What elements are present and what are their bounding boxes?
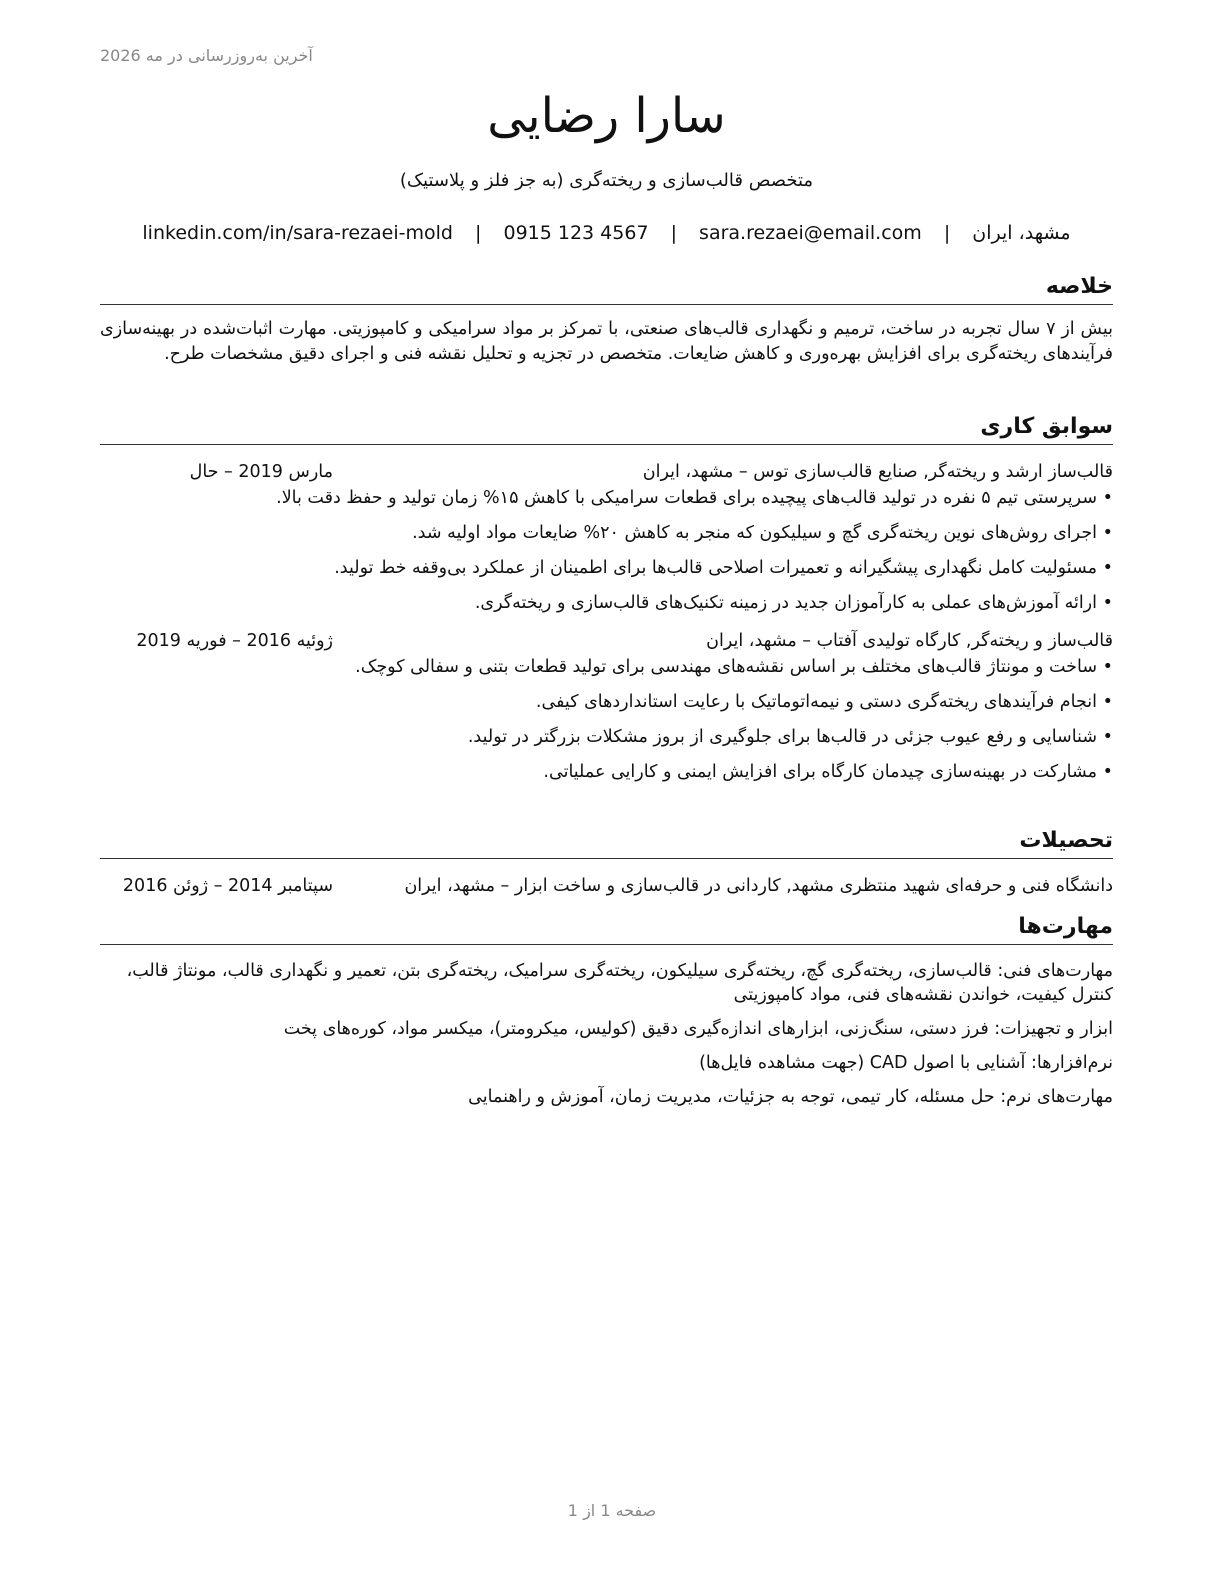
- job-bullets: [100, 654, 1113, 785]
- list-item: [100, 689, 1113, 715]
- skills-section: [100, 912, 1113, 1119]
- job-title: قالب‌ساز ارشد و ریخته‌گر, صنایع قالب‌سازی توس – مشهد، ایران: [642, 462, 1113, 482]
- summary-text: بیش از ۷ سال تجربه در ساخت، ترمیم و نگهداری قالب‌های صنعتی، با تمرکز بر مواد سرامیکی و کامپوزیتی. مهارت اثبات‌شده در بهینه‌سازی فرآیندهای ریخته‌گری برای افزایش بهره‌وری و کاهش ضایعات. متخصص در تجزیه و تحلیل نقشه فنی و اجرای دقیق مشخصات طرح.: [100, 319, 1113, 364]
- bullet-text: ساخت و مونتاژ قالب‌های مختلف بر اساس نقشه‌های مهندسی برای تولید قطعات بتنی و سفالی کوچک.: [355, 657, 1097, 677]
- job-header: [100, 459, 1113, 485]
- education-section: [100, 826, 1113, 899]
- skill-line-tools: ابزار و تجهیزات: فرز دستی، سنگ‌زنی، ابزارهای اندازه‌گیری دقیق (کولیس، میکرومتر)، میکسر مواد، کوره‌های پخت: [283, 1019, 1113, 1039]
- job-bullets: [100, 485, 1113, 616]
- contact-linkedin[interactable]: linkedin.com/in/sara-rezaei-mold: [142, 222, 453, 244]
- education-entry: [100, 873, 1113, 899]
- job-title: قالب‌ساز و ریخته‌گر, کارگاه تولیدی آفتاب – مشهد، ایران: [706, 631, 1113, 651]
- page-number: صفحه 1 از 1: [567, 1501, 657, 1520]
- skill-line-software: نرم‌افزارها: آشنایی با اصول CAD (جهت مشاهده فایل‌ها): [699, 1053, 1113, 1073]
- bullet-text: ارائه آموزش‌های عملی به کارآموزان جدید در زمینه تکنیک‌های قالب‌سازی و ریخته‌گری.: [474, 593, 1097, 613]
- job-entry: [100, 628, 1113, 785]
- list-item: [100, 555, 1113, 581]
- bullet-icon: •: [1102, 727, 1113, 747]
- experience-heading: سوابق کاری: [100, 412, 1113, 445]
- candidate-name: سارا رضایی: [487, 88, 726, 144]
- contact-email[interactable]: sara.rezaei@email.com: [699, 222, 922, 244]
- contact-phone[interactable]: 0915 123 4567: [503, 222, 649, 244]
- job-entry: [100, 459, 1113, 616]
- list-item: [100, 654, 1113, 680]
- skill-line-technical: مهارت‌های فنی: قالب‌سازی، ریخته‌گری گچ، ریخته‌گری سیلیکون، ریخته‌گری سرامیک، ریخته‌گری بتن، تعمیر و نگهداری قالب، مونتاژ قالب، کنترل کیفیت، خواندن نقشه‌های فنی، مواد کامپوزیتی: [126, 961, 1113, 1005]
- list-item: [100, 590, 1113, 616]
- summary-heading: خلاصه: [100, 272, 1113, 305]
- summary-section: [100, 272, 1113, 367]
- contact-separator: |: [943, 222, 951, 244]
- last-updated-note: آخرین به‌روزرسانی در مه 2026: [100, 46, 313, 65]
- bullet-icon: •: [1102, 657, 1113, 677]
- bullet-icon: •: [1102, 762, 1113, 782]
- job-date: مارس 2019 – حال: [189, 462, 333, 482]
- bullet-icon: •: [1102, 558, 1113, 578]
- candidate-subtitle: متخصص قالب‌سازی و ریخته‌گری (به جز فلز و پلاستیک): [399, 170, 814, 191]
- education-heading: تحصیلات: [100, 826, 1113, 859]
- bullet-text: مشارکت در بهینه‌سازی چیدمان کارگاه برای افزایش ایمنی و کارایی عملیاتی.: [543, 762, 1097, 782]
- list-item: [100, 724, 1113, 750]
- bullet-text: مسئولیت کامل نگهداری پیشگیرانه و تعمیرات اصلاحی قالب‌ها برای اطمینان از عملکرد بی‌وقفه خط تولید.: [334, 558, 1097, 578]
- list-item: [100, 520, 1113, 546]
- contact-location: مشهد، ایران: [972, 222, 1071, 244]
- skills-heading: مهارت‌ها: [100, 912, 1113, 945]
- bullet-icon: •: [1102, 593, 1113, 613]
- resume-page: [100, 0, 1113, 1584]
- contact-separator: |: [670, 222, 677, 244]
- job-date: ژوئیه 2016 – فوریه 2019: [136, 631, 333, 651]
- bullet-text: سرپرستی تیم ۵ نفره در تولید قالب‌های پیچیده برای قطعات سرامیکی با کاهش ۱۵% زمان تولید و حفظ دقت بالا.: [276, 488, 1097, 508]
- list-item: [100, 485, 1113, 511]
- contact-separator: |: [475, 222, 482, 244]
- bullet-icon: •: [1102, 488, 1113, 508]
- skill-line-soft: مهارت‌های نرم: حل مسئله، کار تیمی، توجه به جزئیات، مدیریت زمان، آموزش و راهنمایی: [468, 1087, 1113, 1107]
- skills-list: [100, 959, 1113, 1109]
- education-date: سپتامبر 2014 – ژوئن 2016: [122, 876, 333, 896]
- bullet-text: شناسایی و رفع عیوب جزئی در قالب‌ها برای جلوگیری از بروز مشکلات بزرگتر در تولید.: [467, 727, 1097, 747]
- bullet-text: اجرای روش‌های نوین ریخته‌گری گچ و سیلیکون که منجر به کاهش ۲۰% ضایعات مواد اولیه شد.: [412, 523, 1097, 543]
- contact-line: [100, 222, 1113, 244]
- list-item: [100, 759, 1113, 785]
- experience-section: [100, 412, 1113, 794]
- bullet-icon: •: [1102, 523, 1113, 543]
- job-header: [100, 628, 1113, 654]
- bullet-icon: •: [1102, 692, 1113, 712]
- bullet-text: انجام فرآیندهای ریخته‌گری دستی و نیمه‌اتوماتیک با رعایت استانداردهای کیفی.: [535, 692, 1097, 712]
- education-title: دانشگاه فنی و حرفه‌ای شهید منتظری مشهد, کاردانی در قالب‌سازی و ساخت ابزار – مشهد، ایران: [404, 876, 1113, 896]
